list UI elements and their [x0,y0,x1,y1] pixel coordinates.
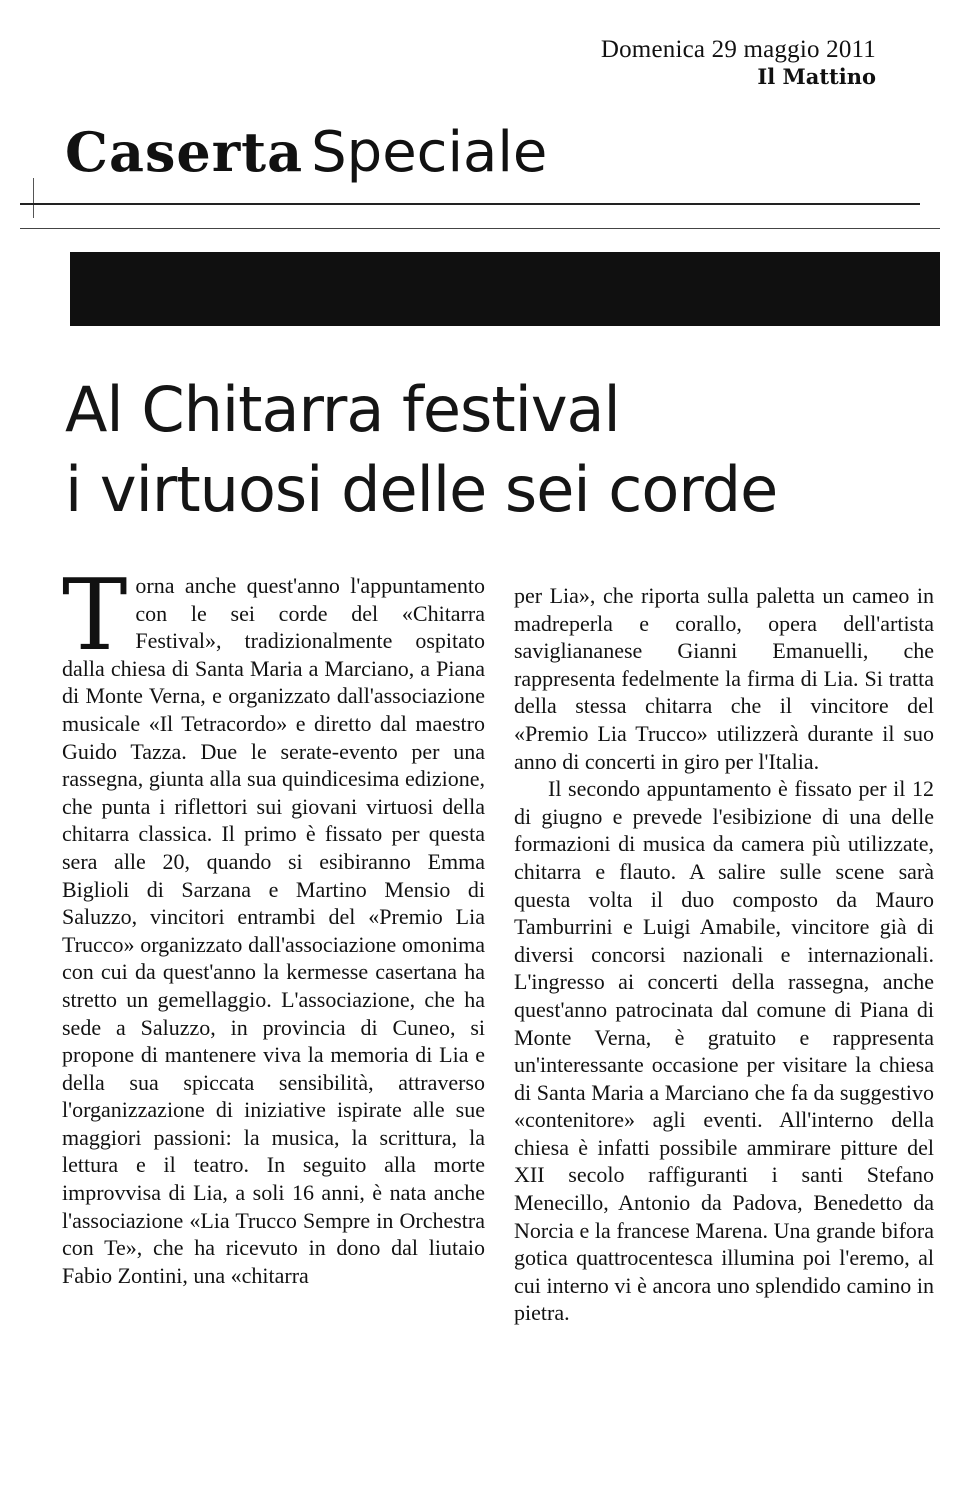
section-divider-thin [20,228,940,229]
column-2-paragraph-1: per Lia», che riporta sulla paletta un cameo in madreperla e corallo, opera dell'artista savigliananese Gianni Emanuelli, che rappresenta fedelmente la firma di Lia. Si tratta della stessa chitarra che il vincitore del «Premio Lia Trucco» utilizzerà durante il suo anno di concerti in giro per l'Italia. [514,583,934,774]
headline-line-1: Al Chitarra festival [65,373,620,446]
section-city: Caserta [65,120,304,184]
drop-cap: T [62,559,128,673]
newspaper-name: Il Mattino [757,64,876,89]
article-column-2 [514,582,934,1327]
issue-date: Domenica 29 maggio 2011 [600,36,876,63]
article-column-1 [62,559,485,1289]
headline-line-2: i virtuosi delle sei corde [65,453,778,526]
article-headline [65,370,945,530]
section-title [65,120,547,185]
decorative-black-band [70,252,940,326]
section-label: Speciale [311,120,548,185]
page-header [601,36,876,89]
column-2-paragraph-2: Il secondo appuntamento è fissato per il 12 di giugno e prevede l'esibizione di una delle formazioni di musica da camera più utilizzate, chitarra e flauto. A salire sulle scene sarà questa volta il duo composto da Mauro Tamburrini e Luigi Amabile, vincitore già di diversi concorsi nazionali e internazionali. L'ingresso ai concerti della rassegna, anche quest'anno patrocinata dal comune di Piana di Monte Verna, è gratuito e rappresenta un'interessante occasione per visitare la chiesa di Santa Maria a Marciano che fa da suggestivo «contenitore» agli eventi. All'interno della chiesa è infatti possibile ammirare pitture del XII secolo raffiguranti i santi Stefano Menecillo, Antonio da Padova, Benedetto da Norcia e la francese Marena. Una grande bifora gotica quattrocentesca illumina poi l'eremo, al cui interno vi è ancora uno splendido camino in pietra. [514,776,934,1326]
section-divider [20,203,920,205]
margin-mark [33,178,34,218]
article-paragraph [62,559,485,1289]
column-1-text: orna anche quest'anno l'appuntamento con le sei corde del «Chitarra Festival», tradizionalmente ospitato dalla chiesa di Santa Maria a Marciano, a Piana di Monte Verna, e organizzato dall'associazione musicale «Il Tetracordo» e diretto dal maestro Guido Tazza. Due le serate-evento per una rassegna, giunta alla sua quindicesima edizione, che punta i riflettori sui giovani virtuosi della chitarra classica. Il primo è fissato per questa sera alle 20, quando si esibiranno Emma Biglioli di Sarzana e Martino Mensio di Saluzzo, vincitori entrambi del «Premio Lia Trucco» organizzato dall'associazione omonima con cui da quest'anno la kermesse casertana ha stretto un gemellaggio. L'associazione, che ha sede a Saluzzo, in provincia di Cuneo, si propone di mantenere viva la memoria di Lia e della sua spiccata sensibilità, attraverso l'organizzazione di iniziative ispirate alle sue maggiori passioni: la musica, la scrittura, la lettura e il teatro. In seguito alla morte improvvisa di Lia, a soli 16 anni, è nata anche l'associazione «Lia Trucco Sempre in Orchestra con Te», che ha ricevuto in dono dal liutaio Fabio Zontini, una «chitarra [62,573,485,1288]
